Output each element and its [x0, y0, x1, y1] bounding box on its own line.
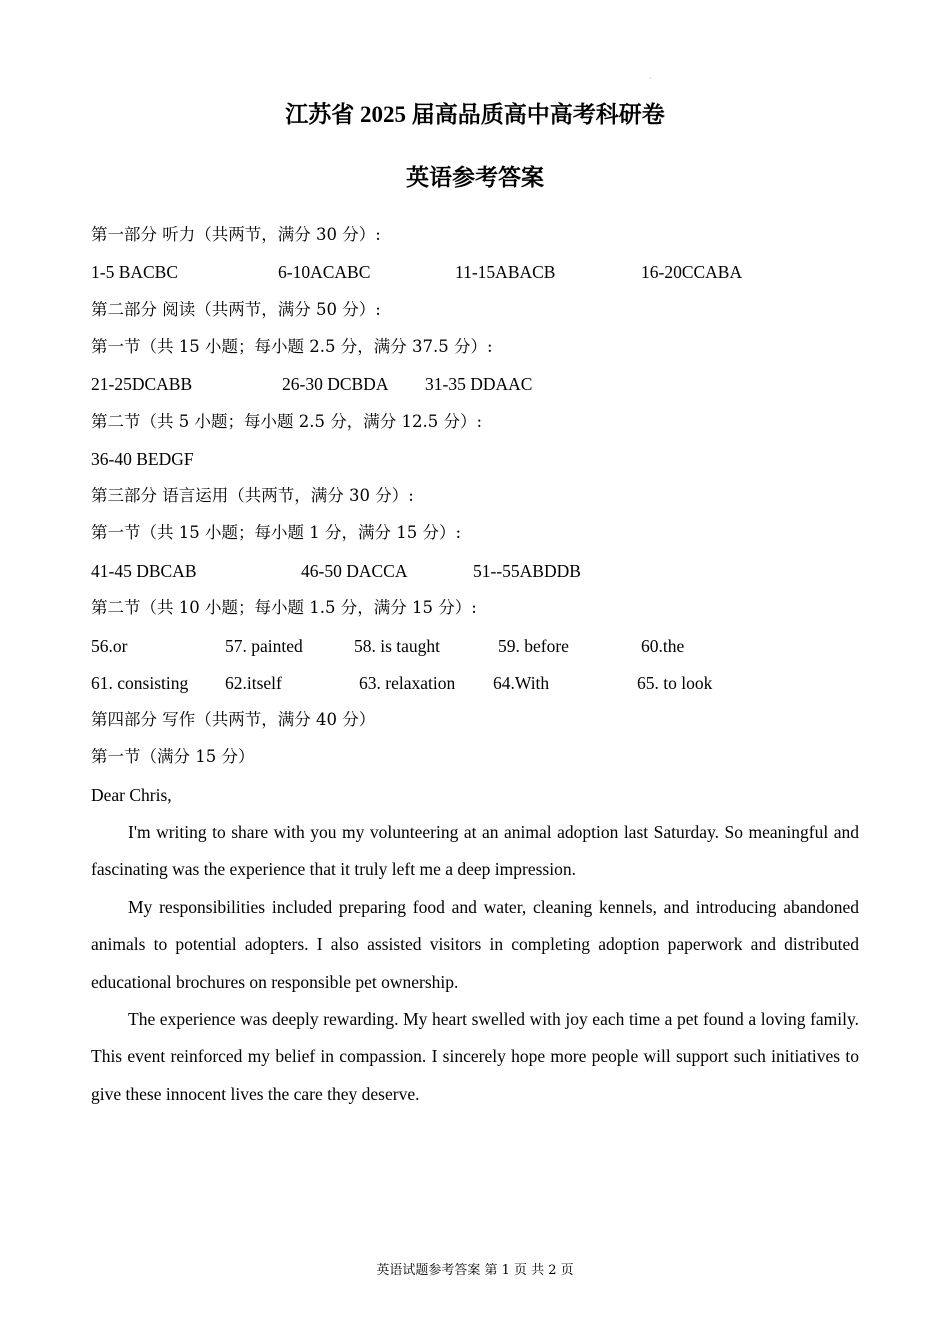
- answer-group: 46-50 DACCA: [301, 561, 408, 581]
- letter-paragraph: I'm writing to share with you my volunteering at an animal adoption last Saturday. So meaningful and fascinating was the experience that it truly left me a deep impression.: [91, 822, 859, 880]
- answer-group: 11-15ABACB: [455, 262, 556, 282]
- answer-group: 6-10ACABC: [278, 262, 371, 282]
- answer-group: 36-40 BEDGF: [91, 449, 194, 469]
- part2-section1-heading: 第一节（共 15 小题；每小题 2.5 分，满分 37.5 分）:: [91, 337, 493, 356]
- letter-paragraph: The experience was deeply rewarding. My heart swelled with joy each time a pet found a loving family. This event reinforced my belief in compassion. I sincerely hope more people will support such initiatives to give these innocent lives the care they deserve.: [91, 1009, 859, 1104]
- answer-item: 60.the: [641, 636, 685, 656]
- letter-greeting: Dear Chris,: [91, 785, 172, 805]
- part1-heading: 第一部分 听力（共两节，满分 30 分）:: [91, 225, 381, 244]
- answer-item: 63. relaxation: [359, 673, 456, 693]
- answer-item: 58. is taught: [354, 636, 441, 656]
- answer-group: 26-30 DCBDA: [282, 374, 389, 394]
- answer-item: 57. painted: [225, 636, 303, 656]
- answer-item: 56.or: [91, 636, 128, 656]
- answer-group: 41-45 DBCAB: [91, 561, 197, 581]
- part4-section1-heading: 第一节（满分 15 分）: [91, 747, 255, 766]
- part2-section2-heading: 第二节（共 5 小题；每小题 2.5 分，满分 12.5 分）:: [91, 412, 483, 431]
- answer-group: 1-5 BACBC: [91, 262, 179, 282]
- letter-paragraph: My responsibilities included preparing food and water, cleaning kennels, and introducing abandoned animals to potential adopters. I also assisted visitors in completing adoption paperwork and distributed educational brochures on responsible pet ownership.: [91, 897, 859, 992]
- part3-section2-heading: 第二节（共 10 小题；每小题 1.5 分，满分 15 分）:: [91, 598, 477, 617]
- answer-group: 16-20CCABA: [641, 262, 743, 282]
- part4-heading: 第四部分 写作（共两节，满分 40 分）: [91, 710, 376, 729]
- speck-mark: ·: [649, 74, 652, 83]
- answer-item: 61. consisting: [91, 673, 189, 693]
- part3-heading: 第三部分 语言运用（共两节，满分 30 分）:: [91, 486, 414, 505]
- answer-group: 31-35 DDAAC: [425, 374, 533, 394]
- part2-heading: 第二部分 阅读（共两节，满分 50 分）:: [91, 300, 381, 319]
- answer-item: 62.itself: [225, 673, 282, 693]
- document-title: 江苏省 2025 届高品质高中高考科研卷: [285, 102, 665, 127]
- answer-item: 59. before: [498, 636, 569, 656]
- answer-group: 21-25DCABB: [91, 374, 193, 394]
- answer-item: 65. to look: [637, 673, 713, 693]
- document-subtitle: 英语参考答案: [406, 165, 544, 190]
- answer-group: 51--55ABDDB: [473, 561, 581, 581]
- part3-section1-heading: 第一节（共 15 小题；每小题 1 分，满分 15 分）:: [91, 523, 462, 542]
- answer-item: 64.With: [493, 673, 550, 693]
- page-footer: 英语试题参考答案 第 1 页 共 2 页: [376, 1263, 574, 1278]
